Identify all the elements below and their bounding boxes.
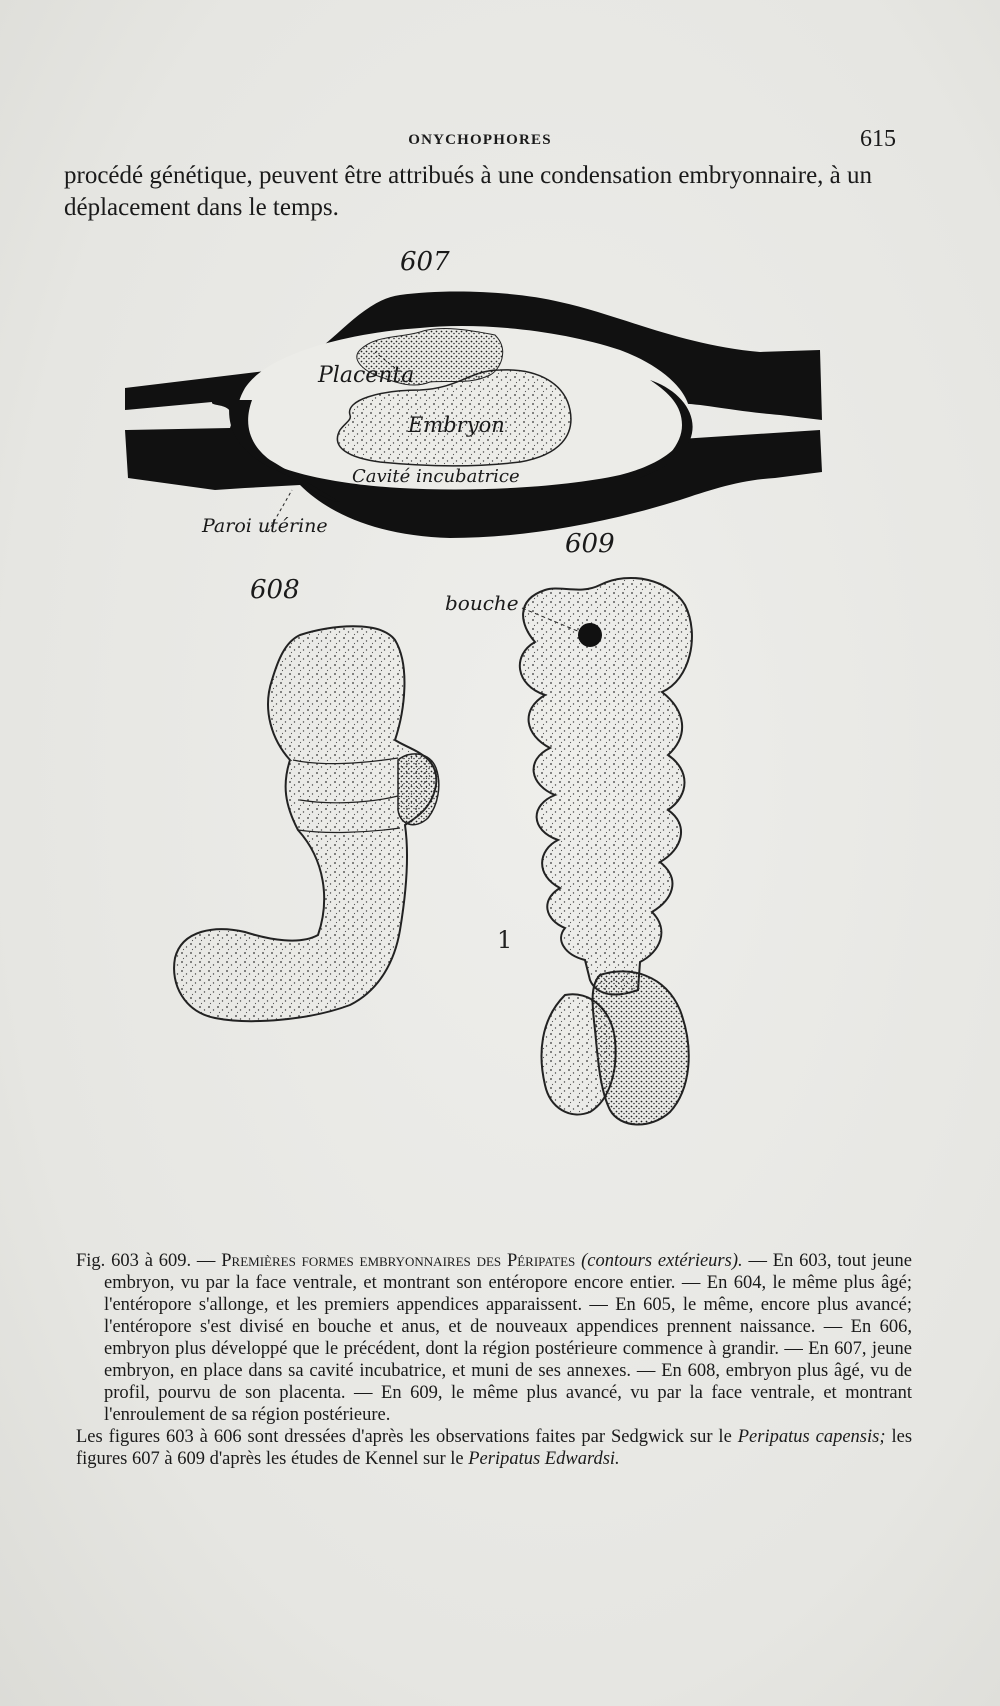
embryo-608-body <box>174 626 436 1021</box>
caption-note-italic2: Peripatus Edwardsi. <box>468 1449 620 1469</box>
figure-608 <box>174 575 512 1021</box>
mouth-dot <box>578 623 602 647</box>
label-paroi: Paroi utérine <box>202 515 328 537</box>
caption-main <box>76 1250 912 1426</box>
label-placenta: Placenta <box>318 363 415 388</box>
figure-607 <box>125 247 822 538</box>
label-bouche: bouche <box>445 591 519 615</box>
caption-note-part1: Les figures 603 à 606 sont dressées d'après les observations faites par Sedgwick sur le <box>76 1427 732 1447</box>
figure-607-number: 607 <box>400 247 450 277</box>
figure-609 <box>445 529 692 1125</box>
intro-paragraph: procédé génétique, peuvent être attribués à une condensation embryonnaire, à un déplacement dans le temps. <box>64 162 873 221</box>
caption-title-italic: (contours extérieurs). <box>581 1251 743 1271</box>
figure-plates <box>0 240 1000 1240</box>
figure-caption <box>76 1250 912 1470</box>
embryo-608-placenta <box>398 754 439 825</box>
caption-note <box>76 1426 912 1470</box>
embryo-609-coil-inner <box>542 994 616 1114</box>
page-number: 615 <box>860 126 896 152</box>
caption-fig-ref: Fig. 603 à 609. — <box>76 1251 216 1271</box>
caption-note-part2: les figures 607 à 609 d'après les études de Kennel sur le <box>76 1427 913 1469</box>
embryo-609-body <box>520 578 692 995</box>
running-head <box>60 128 900 158</box>
caption-note-italic1: Peripatus capensis; <box>737 1427 886 1447</box>
caption-title: Premières formes embryonnaires des Péripates <box>221 1251 576 1271</box>
running-title: ONYCHOPHORES <box>408 132 552 148</box>
figure-608-number: 608 <box>250 575 300 605</box>
stray-mark: 1 <box>497 926 513 954</box>
caption-body: — En 603, tout jeune embryon, vu par la face ventrale, et montrant son entéropore encore entier. — En 604, le même plus âgé; l'entéropore s'allonge, et les premiers appendices apparaissent. — En 605, le même, encore plus avancé; l'entéropore s'est divisé en bouche et anus, et de nouveaux appendices prennent naissance. — En 606, embryon plus développé que le précédent, dont la région postérieure commence à grandir. — En 607, jeune embryon, en place dans sa cavité incubatrice, et muni de ses annexes. — En 608, embryon plus âgé, vu de profil, pourvu de son placenta. — En 609, le même plus avancé, vu par la face ventrale, et montrant l'enroulement de sa région postérieure. <box>104 1251 913 1425</box>
figure-609-number: 609 <box>565 529 615 559</box>
label-cavite: Cavité incubatrice <box>352 466 520 487</box>
label-embryon: Embryon <box>408 413 505 437</box>
